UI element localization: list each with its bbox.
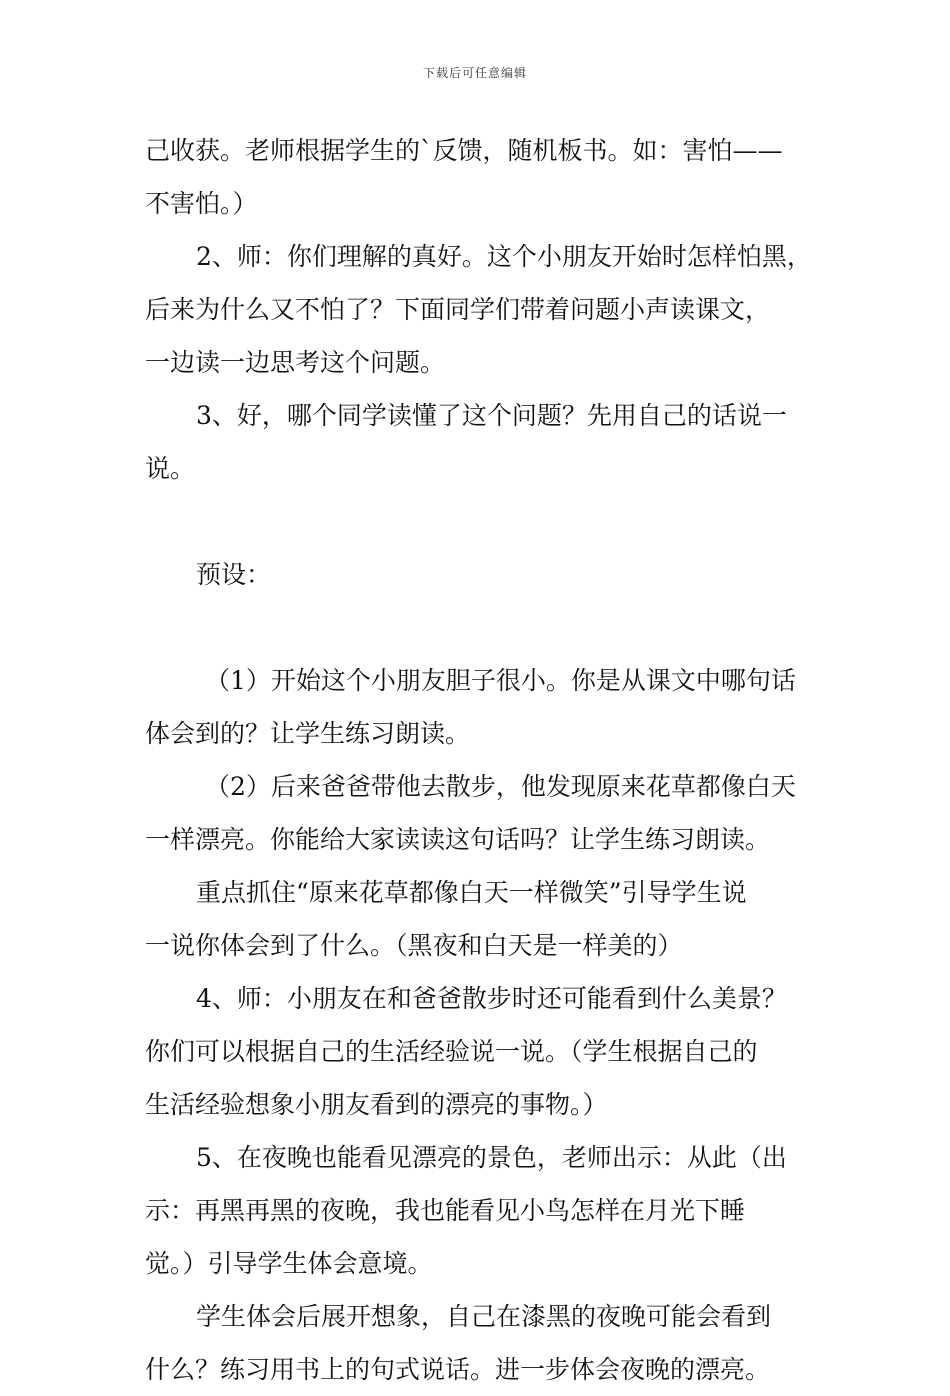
paragraph-6 — [145, 1290, 825, 1396]
paragraph-5 — [145, 1131, 825, 1290]
text-line: 3、好，哪个同学读懂了这个问题？先用自己的话说一 — [196, 401, 787, 430]
text-line: 己收获。老师根据学生的`反馈，随机板书。如：害怕—— — [145, 136, 783, 165]
paragraph-preset-1 — [145, 654, 825, 760]
paragraph-preset — [145, 548, 825, 601]
text-line: 4、师：小朋友在和爸爸散步时还可能看到什么美景？ — [196, 984, 787, 1013]
text-line: 觉。）引导学生体会意境。 — [145, 1249, 433, 1278]
blank-line — [145, 495, 825, 548]
text-line: 2、师：你们理解的真好。这个小朋友开始时怎样怕黑， — [196, 242, 812, 271]
text-line: 预设： — [196, 560, 272, 589]
text-line: 学生体会后展开想象，自己在漆黑的夜晚可能会看到 — [196, 1302, 772, 1331]
text-line: 后来为什么又不怕了？下面同学们带着问题小声读课文， — [145, 295, 771, 324]
paragraph-focus — [145, 866, 825, 972]
document-body — [145, 124, 825, 1396]
text-line: 生活经验想象小朋友看到的漂亮的事物。） — [145, 1090, 608, 1119]
text-line: 一样漂亮。你能给大家读读这句话吗？让学生练习朗读。 — [145, 825, 771, 854]
text-line: （2）后来爸爸带他去散步，他发现原来花草都像白天 — [205, 772, 796, 801]
blank-line — [145, 601, 825, 654]
text-line: 你们可以根据自己的生活经验说一说。（学生根据自己的 — [145, 1037, 758, 1066]
paragraph-3 — [145, 389, 825, 495]
text-line: 一边读一边思考这个问题。 — [145, 348, 446, 377]
paragraph-1 — [145, 124, 825, 230]
text-line: 体会到的？让学生练习朗读。 — [145, 719, 471, 748]
paragraph-preset-2 — [145, 760, 825, 866]
text-line: 重点抓住“原来花草都像白天一样微笑”引导学生说 — [196, 878, 747, 907]
text-line: （1）开始这个小朋友胆子很小。你是从课文中哪句话 — [205, 666, 796, 695]
paragraph-2 — [145, 230, 825, 389]
text-line: 5、在夜晚也能看见漂亮的景色，老师出示：从此（出 — [196, 1143, 787, 1172]
text-line: 不害怕。） — [145, 189, 258, 218]
paragraph-4 — [145, 972, 825, 1131]
text-line: 说。 — [145, 454, 196, 483]
text-line: 什么？练习用书上的句式说话。进一步体会夜晚的漂亮。 — [145, 1355, 771, 1384]
page-header: 下载后可任意编辑 — [422, 66, 527, 80]
text-line: 示：再黑再黑的夜晚，我也能看见小鸟怎样在月光下睡 — [145, 1196, 746, 1225]
text-line: 一说你体会到了什么。（黑夜和白天是一样美的） — [145, 931, 683, 960]
